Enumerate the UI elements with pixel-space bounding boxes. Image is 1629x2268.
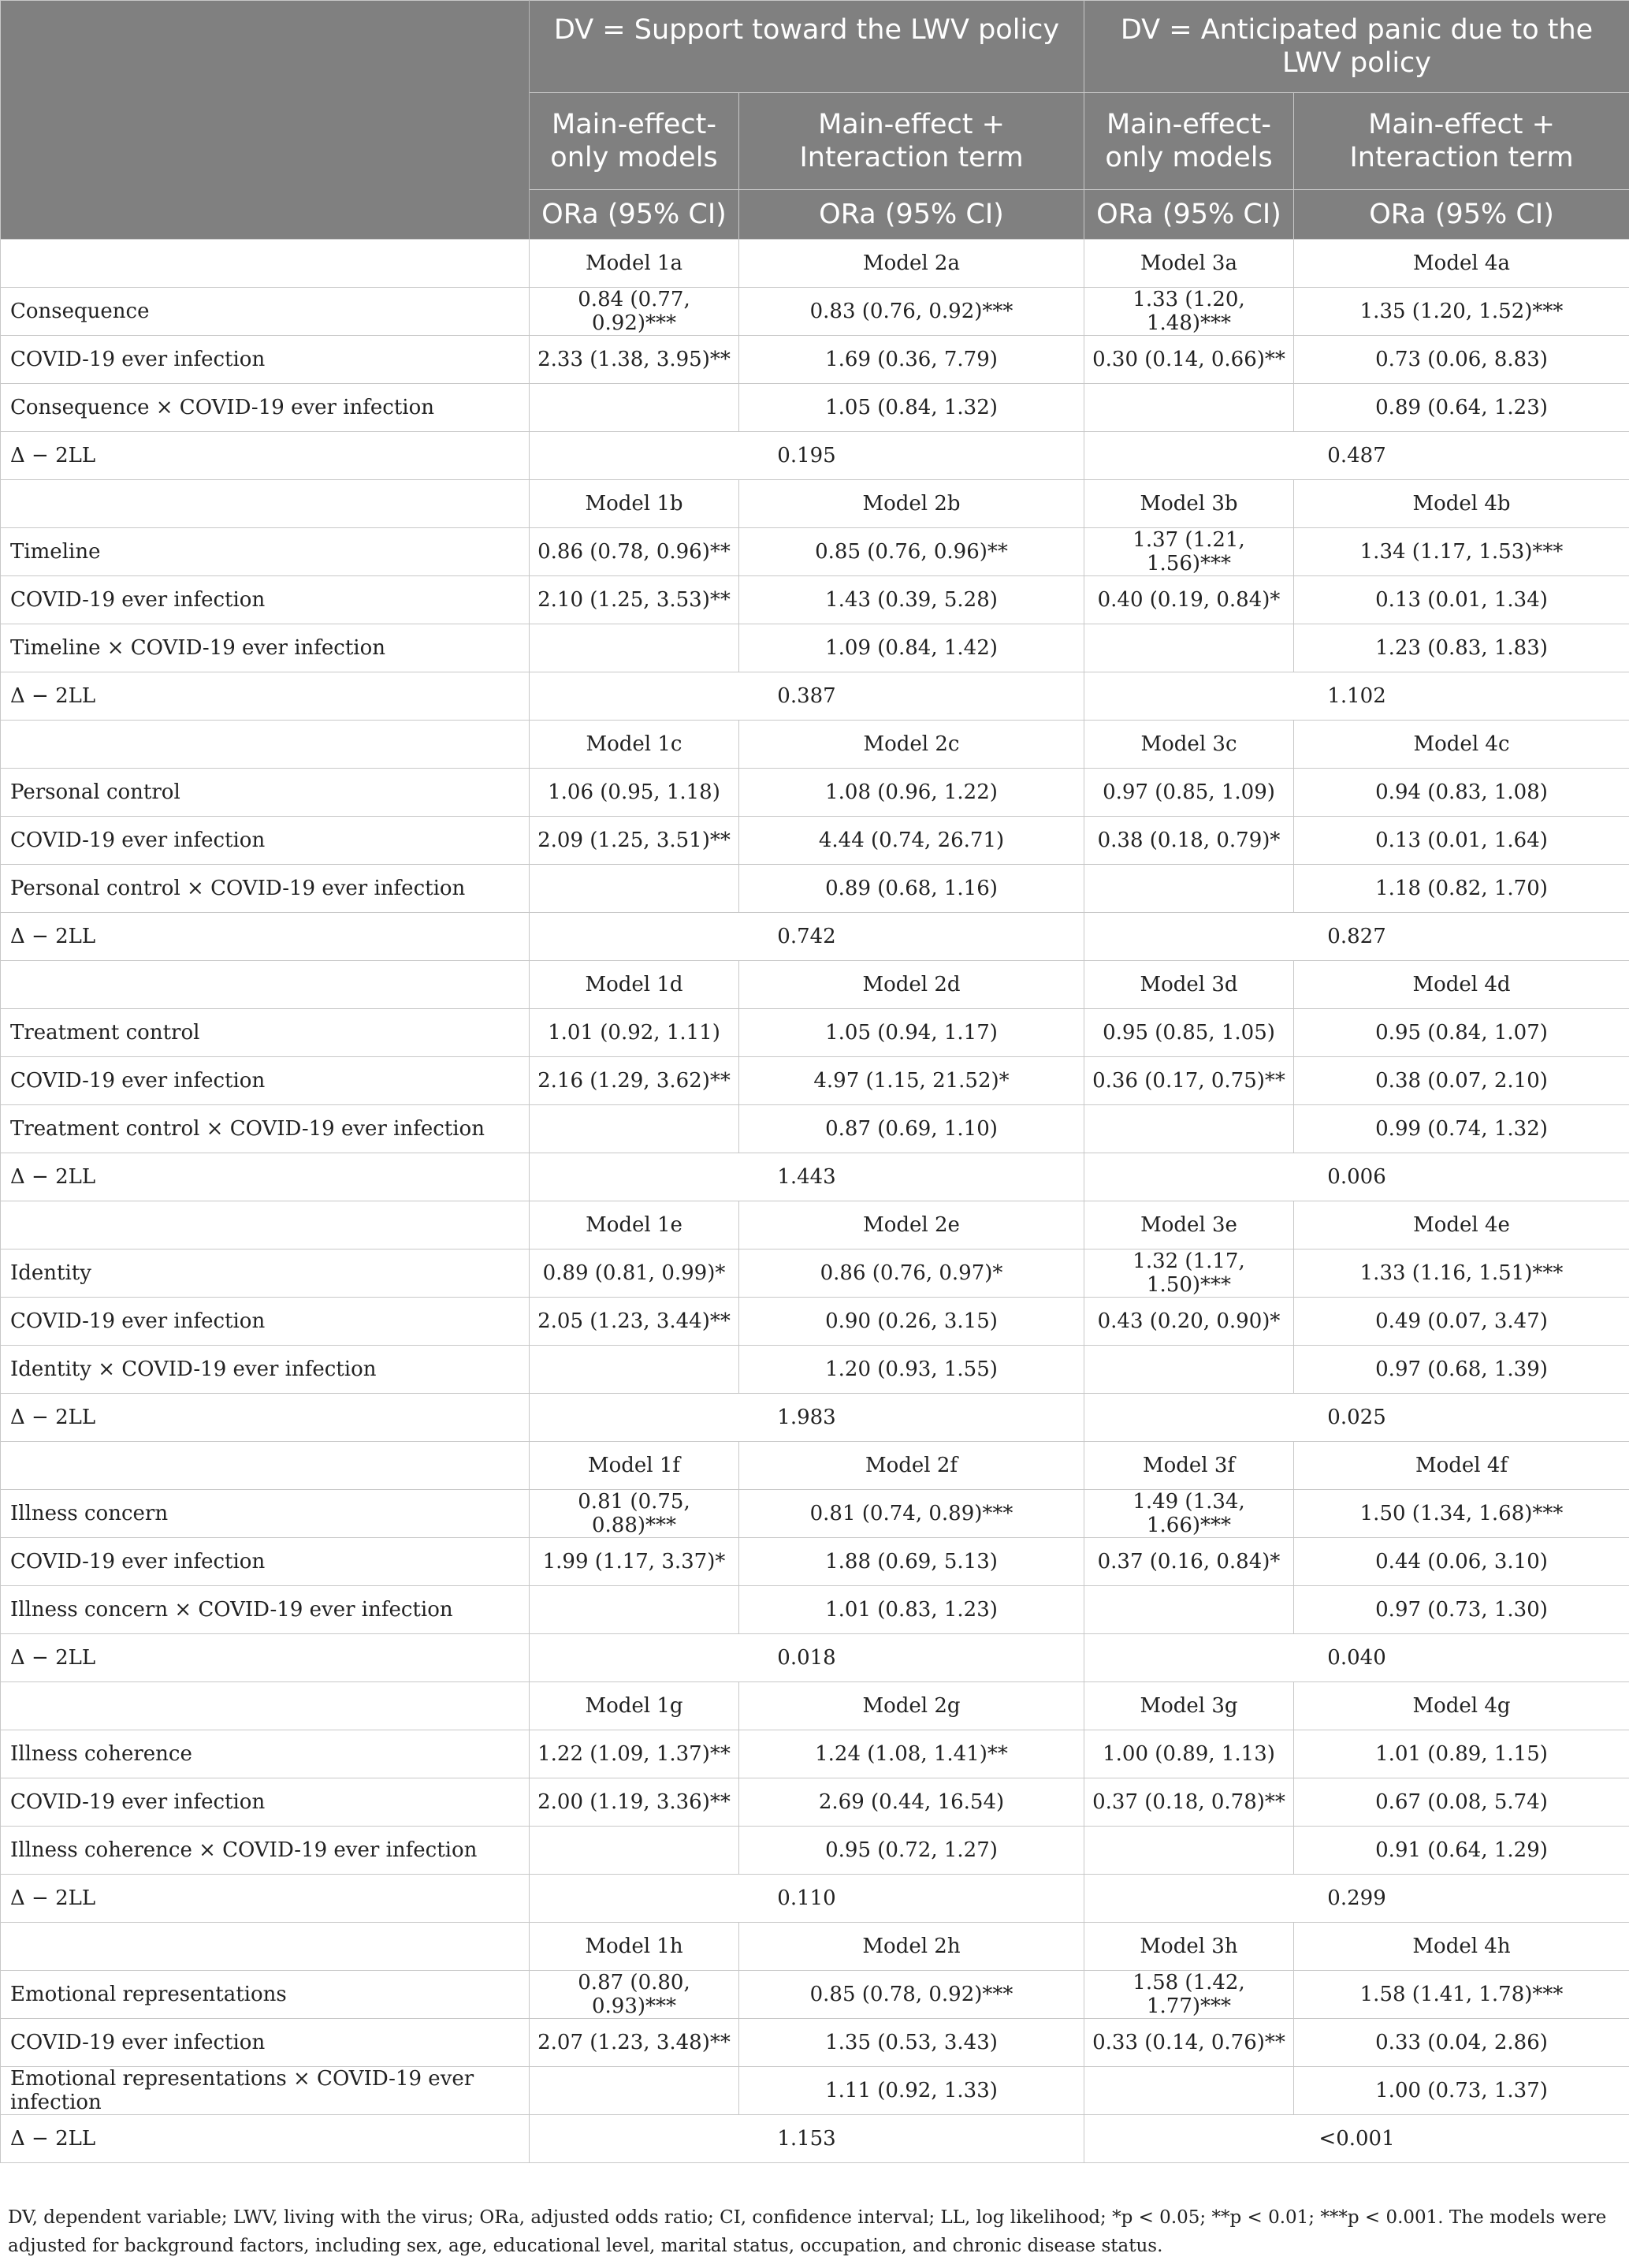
model-row [1, 1201, 1629, 1249]
table-row [1, 1057, 1629, 1105]
model-label: Model 4h [1294, 1923, 1629, 1971]
row-label: COVID-19 ever infection [1, 817, 530, 865]
odds-ratio-cell: 0.94 (0.83, 1.08) [1294, 769, 1629, 817]
model-label: Model 2a [739, 240, 1084, 288]
model-row-empty-cell [1, 480, 530, 528]
header-main-effect-panic: Main-effect-only models [1084, 93, 1294, 190]
odds-ratio-cell: 0.13 (0.01, 1.34) [1294, 576, 1629, 624]
odds-ratio-cell [1084, 384, 1294, 432]
delta-2ll-value: 1.443 [530, 1153, 1084, 1201]
odds-ratio-cell: 0.87 (0.80, 0.93)*** [530, 1971, 739, 2019]
header-ora-4: ORa (95% CI) [1294, 190, 1629, 240]
odds-ratio-cell: 0.81 (0.74, 0.89)*** [739, 1490, 1084, 1538]
odds-ratio-cell: 0.67 (0.08, 5.74) [1294, 1778, 1629, 1827]
odds-ratio-cell: 1.33 (1.16, 1.51)*** [1294, 1249, 1629, 1298]
odds-ratio-cell: 0.33 (0.04, 2.86) [1294, 2019, 1629, 2067]
delta-2ll-label: Δ − 2LL [1, 432, 530, 480]
table-row [1, 1730, 1629, 1778]
odds-ratio-cell: 0.97 (0.68, 1.39) [1294, 1346, 1629, 1394]
delta-2ll-value: 0.487 [1084, 432, 1629, 480]
odds-ratio-cell: 0.87 (0.69, 1.10) [739, 1105, 1084, 1153]
model-label: Model 3c [1084, 721, 1294, 769]
model-row [1, 240, 1629, 288]
table-row [1, 865, 1629, 913]
row-label: COVID-19 ever infection [1, 1057, 530, 1105]
model-label: Model 3h [1084, 1923, 1294, 1971]
model-label: Model 4g [1294, 1682, 1629, 1730]
row-label: Personal control × COVID-19 ever infection [1, 865, 530, 913]
odds-ratio-cell [530, 865, 739, 913]
model-label: Model 1g [530, 1682, 739, 1730]
model-row [1, 721, 1629, 769]
row-label: Treatment control × COVID-19 ever infection [1, 1105, 530, 1153]
odds-ratio-cell: 1.58 (1.41, 1.78)*** [1294, 1971, 1629, 2019]
model-label: Model 3f [1084, 1442, 1294, 1490]
odds-ratio-cell: 2.33 (1.38, 3.95)** [530, 336, 739, 384]
delta-2ll-value: 0.299 [1084, 1875, 1629, 1923]
model-label: Model 4c [1294, 721, 1629, 769]
row-label: Consequence [1, 288, 530, 336]
model-label: Model 4e [1294, 1201, 1629, 1249]
model-row-empty-cell [1, 1442, 530, 1490]
odds-ratio-cell: 1.33 (1.20, 1.48)*** [1084, 288, 1294, 336]
header-corner-cell [1, 1, 530, 240]
odds-ratio-cell [1084, 1586, 1294, 1634]
model-label: Model 2c [739, 721, 1084, 769]
odds-ratio-cell: 0.33 (0.14, 0.76)** [1084, 2019, 1294, 2067]
delta-2ll-value: 0.827 [1084, 913, 1629, 961]
odds-ratio-cell: 1.23 (0.83, 1.83) [1294, 624, 1629, 672]
row-label: COVID-19 ever infection [1, 1298, 530, 1346]
model-label: Model 1h [530, 1923, 739, 1971]
model-row-empty-cell [1, 1682, 530, 1730]
row-label: Identity × COVID-19 ever infection [1, 1346, 530, 1394]
odds-ratio-cell: 0.91 (0.64, 1.29) [1294, 1827, 1629, 1875]
row-label: Illness concern × COVID-19 ever infection [1, 1586, 530, 1634]
odds-ratio-cell: 0.84 (0.77, 0.92)*** [530, 288, 739, 336]
model-row [1, 480, 1629, 528]
odds-ratio-cell: 1.00 (0.89, 1.13) [1084, 1730, 1294, 1778]
model-label: Model 3g [1084, 1682, 1294, 1730]
delta-2ll-label: Δ − 2LL [1, 2115, 530, 2163]
delta-2ll-row [1, 1634, 1629, 1682]
odds-ratio-cell: 1.50 (1.34, 1.68)*** [1294, 1490, 1629, 1538]
header-ora-2: ORa (95% CI) [739, 190, 1084, 240]
odds-ratio-cell: 4.44 (0.74, 26.71) [739, 817, 1084, 865]
odds-ratio-cell: 0.89 (0.81, 0.99)* [530, 1249, 739, 1298]
delta-2ll-label: Δ − 2LL [1, 1875, 530, 1923]
table-row [1, 1586, 1629, 1634]
odds-ratio-cell: 0.89 (0.68, 1.16) [739, 865, 1084, 913]
odds-ratio-cell: 2.10 (1.25, 3.53)** [530, 576, 739, 624]
delta-2ll-value: 0.742 [530, 913, 1084, 961]
table-row [1, 624, 1629, 672]
odds-ratio-cell: 0.85 (0.78, 0.92)*** [739, 1971, 1084, 2019]
odds-ratio-cell: 0.97 (0.85, 1.09) [1084, 769, 1294, 817]
table-row [1, 528, 1629, 576]
model-row-empty-cell [1, 961, 530, 1009]
model-label: Model 4f [1294, 1442, 1629, 1490]
odds-ratio-cell: 2.05 (1.23, 3.44)** [530, 1298, 739, 1346]
row-label: COVID-19 ever infection [1, 1538, 530, 1586]
odds-ratio-cell: 0.86 (0.78, 0.96)** [530, 528, 739, 576]
odds-ratio-cell: 0.49 (0.07, 3.47) [1294, 1298, 1629, 1346]
model-label: Model 2h [739, 1923, 1084, 1971]
odds-ratio-cell [1084, 1827, 1294, 1875]
table-row [1, 1105, 1629, 1153]
header-ora-3: ORa (95% CI) [1084, 190, 1294, 240]
delta-2ll-row [1, 2115, 1629, 2163]
odds-ratio-cell [530, 1586, 739, 1634]
odds-ratio-cell: 1.58 (1.42, 1.77)*** [1084, 1971, 1294, 2019]
header-interaction-support: Main-effect + Interaction term [739, 93, 1084, 190]
model-label: Model 2g [739, 1682, 1084, 1730]
odds-ratio-cell: 0.90 (0.26, 3.15) [739, 1298, 1084, 1346]
model-label: Model 1a [530, 240, 739, 288]
model-label: Model 2b [739, 480, 1084, 528]
model-label: Model 3d [1084, 961, 1294, 1009]
odds-ratio-cell: 0.40 (0.19, 0.84)* [1084, 576, 1294, 624]
odds-ratio-cell: 0.44 (0.06, 3.10) [1294, 1538, 1629, 1586]
odds-ratio-cell: 1.69 (0.36, 7.79) [739, 336, 1084, 384]
row-label: Timeline [1, 528, 530, 576]
delta-2ll-row [1, 1394, 1629, 1442]
model-row-empty-cell [1, 240, 530, 288]
odds-ratio-cell: 1.22 (1.09, 1.37)** [530, 1730, 739, 1778]
odds-ratio-cell: 2.07 (1.23, 3.48)** [530, 2019, 739, 2067]
model-label: Model 3b [1084, 480, 1294, 528]
odds-ratio-cell: 4.97 (1.15, 21.52)* [739, 1057, 1084, 1105]
delta-2ll-value: 0.006 [1084, 1153, 1629, 1201]
model-label: Model 1f [530, 1442, 739, 1490]
delta-2ll-row [1, 1153, 1629, 1201]
odds-ratio-cell: 1.01 (0.83, 1.23) [739, 1586, 1084, 1634]
odds-ratio-cell [1084, 865, 1294, 913]
delta-2ll-value: 1.983 [530, 1394, 1084, 1442]
odds-ratio-cell: 1.01 (0.92, 1.11) [530, 1009, 739, 1057]
model-label: Model 4b [1294, 480, 1629, 528]
model-row [1, 1682, 1629, 1730]
table-row [1, 1778, 1629, 1827]
table-row [1, 769, 1629, 817]
header-main-effect-support: Main-effect-only models [530, 93, 739, 190]
table-row [1, 384, 1629, 432]
row-label: Illness coherence × COVID-19 ever infection [1, 1827, 530, 1875]
odds-ratio-cell: 1.88 (0.69, 5.13) [739, 1538, 1084, 1586]
model-row [1, 1923, 1629, 1971]
odds-ratio-cell: 0.81 (0.75, 0.88)*** [530, 1490, 739, 1538]
odds-ratio-cell: 0.95 (0.72, 1.27) [739, 1827, 1084, 1875]
odds-ratio-cell: 1.05 (0.94, 1.17) [739, 1009, 1084, 1057]
odds-ratio-cell: 1.43 (0.39, 5.28) [739, 576, 1084, 624]
delta-2ll-row [1, 432, 1629, 480]
odds-ratio-cell: 0.30 (0.14, 0.66)** [1084, 336, 1294, 384]
header-dv-panic: DV = Anticipated panic due to the LWV policy [1084, 1, 1629, 93]
odds-ratio-cell [530, 1827, 739, 1875]
model-label: Model 1e [530, 1201, 739, 1249]
model-label: Model 2f [739, 1442, 1084, 1490]
delta-2ll-row [1, 672, 1629, 721]
row-label: Consequence × COVID-19 ever infection [1, 384, 530, 432]
delta-2ll-value: 0.040 [1084, 1634, 1629, 1682]
delta-2ll-value: 0.025 [1084, 1394, 1629, 1442]
delta-2ll-label: Δ − 2LL [1, 1634, 530, 1682]
table-row [1, 576, 1629, 624]
odds-ratio-cell: 1.18 (0.82, 1.70) [1294, 865, 1629, 913]
odds-ratio-cell: 1.01 (0.89, 1.15) [1294, 1730, 1629, 1778]
table-row [1, 1538, 1629, 1586]
odds-ratio-cell: 0.85 (0.76, 0.96)** [739, 528, 1084, 576]
model-label: Model 1d [530, 961, 739, 1009]
row-label: Emotional representations × COVID-19 ever infection [1, 2067, 530, 2115]
row-label: Timeline × COVID-19 ever infection [1, 624, 530, 672]
table-row [1, 2067, 1629, 2115]
odds-ratio-cell: 1.24 (1.08, 1.41)** [739, 1730, 1084, 1778]
odds-ratio-cell: 0.89 (0.64, 1.23) [1294, 384, 1629, 432]
odds-ratio-cell: 0.36 (0.17, 0.75)** [1084, 1057, 1294, 1105]
model-label: Model 2d [739, 961, 1084, 1009]
odds-ratio-cell [1084, 1346, 1294, 1394]
table-body [1, 240, 1629, 2163]
table-row [1, 288, 1629, 336]
odds-ratio-cell: 0.38 (0.07, 2.10) [1294, 1057, 1629, 1105]
model-label: Model 1c [530, 721, 739, 769]
delta-2ll-label: Δ − 2LL [1, 672, 530, 721]
odds-ratio-cell: 1.32 (1.17, 1.50)*** [1084, 1249, 1294, 1298]
odds-ratio-cell: 1.35 (1.20, 1.52)*** [1294, 288, 1629, 336]
odds-ratio-cell: 0.37 (0.18, 0.78)** [1084, 1778, 1294, 1827]
model-label: Model 4d [1294, 961, 1629, 1009]
odds-ratio-cell: 0.37 (0.16, 0.84)* [1084, 1538, 1294, 1586]
table-row [1, 1249, 1629, 1298]
odds-ratio-cell: 1.05 (0.84, 1.32) [739, 384, 1084, 432]
odds-ratio-cell: 0.99 (0.74, 1.32) [1294, 1105, 1629, 1153]
odds-ratio-cell: 1.08 (0.96, 1.22) [739, 769, 1084, 817]
odds-ratio-cell: 1.09 (0.84, 1.42) [739, 624, 1084, 672]
odds-ratio-cell: 2.16 (1.29, 3.62)** [530, 1057, 739, 1105]
model-label: Model 1b [530, 480, 739, 528]
delta-2ll-value: 0.110 [530, 1875, 1084, 1923]
delta-2ll-label: Δ − 2LL [1, 913, 530, 961]
table-row [1, 2019, 1629, 2067]
table-footnote: DV, dependent variable; LWV, living with the virus; ORa, adjusted odds ratio; CI, confidence interval; LL, log likelihood; *p < 0.05; **p < 0.01; ***p < 0.001. The models were adjusted for background factors, including sex, age, educational level, marital status, occupation, and chronic disease status. [8, 2207, 1607, 2256]
model-row [1, 961, 1629, 1009]
table-row [1, 1009, 1629, 1057]
table-row [1, 1827, 1629, 1875]
odds-ratio-cell: 1.34 (1.17, 1.53)*** [1294, 528, 1629, 576]
delta-2ll-value: 1.153 [530, 2115, 1084, 2163]
delta-2ll-row [1, 1875, 1629, 1923]
odds-ratio-cell: 1.37 (1.21, 1.56)*** [1084, 528, 1294, 576]
odds-ratio-cell [1084, 1105, 1294, 1153]
model-label: Model 3a [1084, 240, 1294, 288]
odds-ratio-cell: 2.00 (1.19, 3.36)** [530, 1778, 739, 1827]
odds-ratio-cell: 1.49 (1.34, 1.66)*** [1084, 1490, 1294, 1538]
row-label: Emotional representations [1, 1971, 530, 2019]
odds-ratio-cell: 1.00 (0.73, 1.37) [1294, 2067, 1629, 2115]
odds-ratio-cell: 0.86 (0.76, 0.97)* [739, 1249, 1084, 1298]
model-label: Model 3e [1084, 1201, 1294, 1249]
row-label: COVID-19 ever infection [1, 2019, 530, 2067]
odds-ratio-cell [530, 624, 739, 672]
odds-ratio-cell: 0.95 (0.85, 1.05) [1084, 1009, 1294, 1057]
model-row-empty-cell [1, 1201, 530, 1249]
odds-ratio-cell [1084, 624, 1294, 672]
row-label: Personal control [1, 769, 530, 817]
odds-ratio-cell: 0.95 (0.84, 1.07) [1294, 1009, 1629, 1057]
odds-ratio-cell: 0.73 (0.06, 8.83) [1294, 336, 1629, 384]
model-label: Model 4a [1294, 240, 1629, 288]
odds-ratio-cell: 1.11 (0.92, 1.33) [739, 2067, 1084, 2115]
table-row [1, 1346, 1629, 1394]
odds-ratio-cell: 0.83 (0.76, 0.92)*** [739, 288, 1084, 336]
model-row-empty-cell [1, 721, 530, 769]
odds-ratio-cell: 0.13 (0.01, 1.64) [1294, 817, 1629, 865]
header-ora-1: ORa (95% CI) [530, 190, 739, 240]
header-dv-support: DV = Support toward the LWV policy [530, 1, 1084, 93]
row-label: Illness coherence [1, 1730, 530, 1778]
model-row [1, 1442, 1629, 1490]
row-label: Treatment control [1, 1009, 530, 1057]
odds-ratio-cell [530, 1346, 739, 1394]
odds-ratio-cell [1084, 2067, 1294, 2115]
odds-ratio-cell [530, 1105, 739, 1153]
delta-2ll-value: 0.018 [530, 1634, 1084, 1682]
row-label: Illness concern [1, 1490, 530, 1538]
odds-ratio-cell: 1.35 (0.53, 3.43) [739, 2019, 1084, 2067]
odds-ratio-cell: 2.69 (0.44, 16.54) [739, 1778, 1084, 1827]
table-row [1, 817, 1629, 865]
odds-ratio-cell [530, 2067, 739, 2115]
table-header [1, 1, 1629, 240]
delta-2ll-value: <0.001 [1084, 2115, 1629, 2163]
row-label: COVID-19 ever infection [1, 1778, 530, 1827]
table-row [1, 1298, 1629, 1346]
odds-ratio-cell: 1.20 (0.93, 1.55) [739, 1346, 1084, 1394]
row-label: Identity [1, 1249, 530, 1298]
odds-ratio-cell: 1.99 (1.17, 3.37)* [530, 1538, 739, 1586]
row-label: COVID-19 ever infection [1, 336, 530, 384]
odds-ratio-cell: 2.09 (1.25, 3.51)** [530, 817, 739, 865]
table-row [1, 1490, 1629, 1538]
delta-2ll-label: Δ − 2LL [1, 1394, 530, 1442]
table-row [1, 336, 1629, 384]
odds-ratio-cell [530, 384, 739, 432]
model-row-empty-cell [1, 1923, 530, 1971]
odds-ratio-cell: 0.38 (0.18, 0.79)* [1084, 817, 1294, 865]
odds-ratio-cell: 1.06 (0.95, 1.18) [530, 769, 739, 817]
delta-2ll-value: 0.195 [530, 432, 1084, 480]
odds-ratio-cell: 0.97 (0.73, 1.30) [1294, 1586, 1629, 1634]
delta-2ll-row [1, 913, 1629, 961]
row-label: COVID-19 ever infection [1, 576, 530, 624]
header-interaction-panic: Main-effect + Interaction term [1294, 93, 1629, 190]
delta-2ll-label: Δ − 2LL [1, 1153, 530, 1201]
odds-ratio-cell: 0.43 (0.20, 0.90)* [1084, 1298, 1294, 1346]
delta-2ll-value: 1.102 [1084, 672, 1629, 721]
model-label: Model 2e [739, 1201, 1084, 1249]
delta-2ll-value: 0.387 [530, 672, 1084, 721]
table-row [1, 1971, 1629, 2019]
